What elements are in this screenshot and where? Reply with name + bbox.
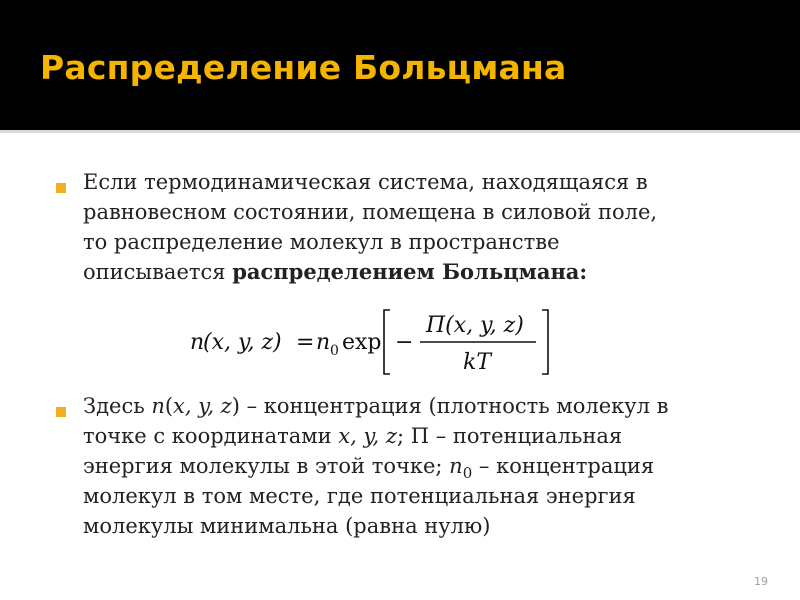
text-segment: описывается [83, 260, 233, 284]
formula-denominator: kT [463, 350, 492, 375]
right-bracket [542, 310, 548, 374]
subscript: 0 [462, 464, 473, 482]
formula-n0-subscript: 0 [330, 343, 339, 359]
formula-n: n [190, 330, 205, 355]
text-line [83, 391, 773, 421]
italic-var: n [151, 394, 165, 418]
text-segment: – концентрация [472, 454, 655, 478]
text-segment: Здесь [83, 394, 152, 418]
formula-n0: n [316, 330, 331, 355]
text-line: молекул в том месте, где потенциальная энергия [83, 484, 636, 508]
left-bracket [384, 310, 390, 374]
text-line [83, 421, 773, 451]
formula-args: (x, y, z) [203, 330, 282, 355]
text-line: молекулы минимальна (равна нулю) [83, 514, 491, 538]
bullet-marker [56, 407, 66, 417]
text-line: то распределение молекул в пространстве [83, 230, 560, 254]
formula-exp: exp [342, 330, 382, 355]
bullet-paragraph-1 [83, 167, 773, 287]
bold-term: распределением Больцмана: [232, 259, 588, 284]
text-segment: ) – концентрация (плотность молекул в [231, 394, 669, 418]
italic-var: x, y, z [173, 394, 232, 418]
text-segment: энергия молекулы в этой точке; [83, 454, 450, 478]
italic-var: x, y, z [338, 424, 397, 448]
formula-numerator: Π(x, y, z) [426, 313, 524, 338]
italic-var: n [449, 454, 463, 478]
text-line [83, 257, 773, 287]
text-segment: ; Π – потенциальная [396, 424, 623, 448]
text-segment: ( [164, 394, 174, 418]
bullet-paragraph-2 [83, 391, 773, 541]
formula-minus: − [395, 330, 414, 355]
formula-equals: = [296, 330, 315, 355]
text-line [83, 451, 773, 481]
boltzmann-formula [190, 306, 580, 378]
text-segment: точке с координатами [83, 424, 339, 448]
slide-title: Распределение Больцмана [40, 48, 567, 87]
text-line: Если термодинамическая система, находящаяся в [83, 170, 648, 194]
text-line: равновесном состоянии, помещена в силовой поле, [83, 200, 658, 224]
page-number: 19 [754, 575, 768, 588]
bullet-marker [56, 183, 66, 193]
